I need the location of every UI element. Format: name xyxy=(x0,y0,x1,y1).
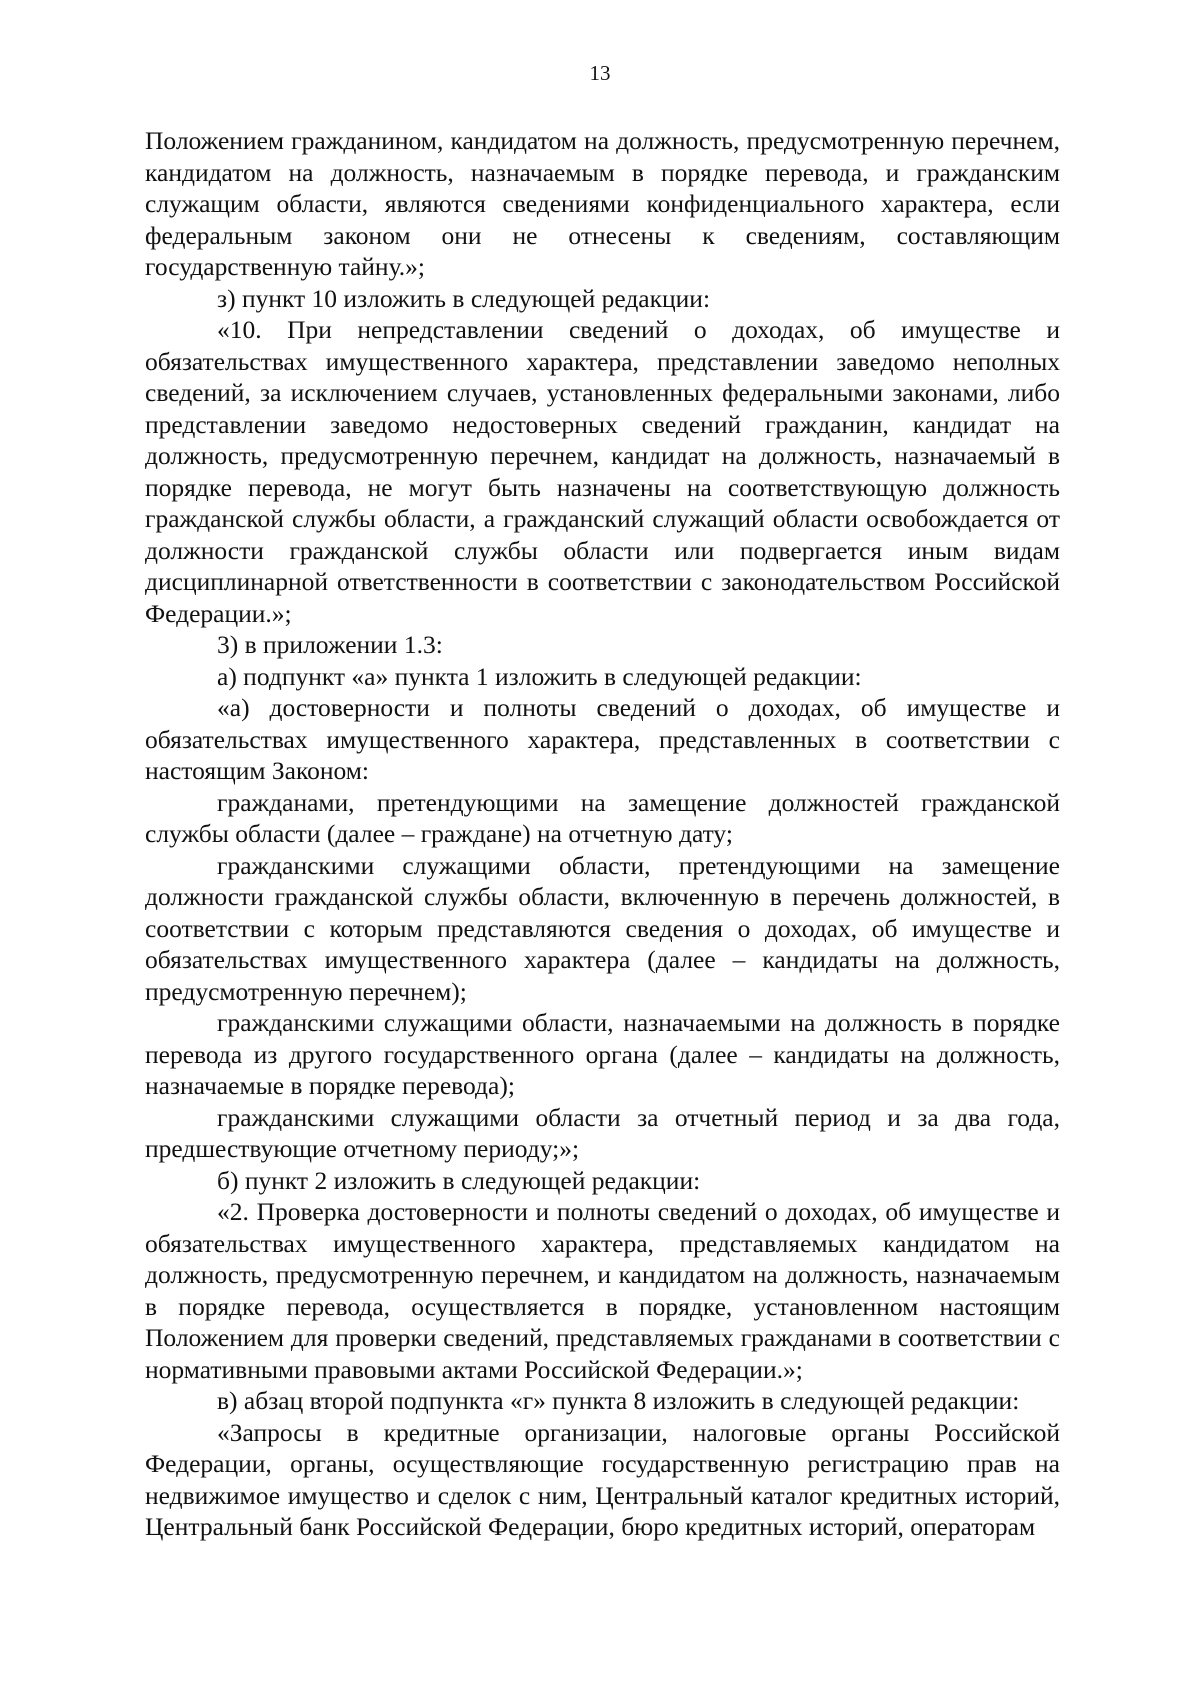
paragraph-continuation: Положением гражданином, кандидатом на должность, предусмотренную перечнем, кандидатом на должность, назначаемым в порядке перевода, и гражданским служащим области, являются сведениями конфиденциального характера, если федеральным законом они не отнесены к сведениям, составляющим государственную тайну.»; xyxy=(145,126,1060,281)
paragraph: гражданскими служащими области за отчетный период и за два года, предшествующие отчетному периоду;»; xyxy=(145,1102,1060,1163)
paragraph: «Запросы в кредитные организации, налоговые органы Российской Федерации, органы, осуществляющие государственную регистрацию прав на недвижимое имущество и сделок с ним, Центральный каталог кредитных историй, Центральный банк Российской Федерации, бюро кредитных историй, операторам xyxy=(145,1417,1060,1541)
paragraph: в) абзац второй подпункта «г» пункта 8 изложить в следующей редакции: xyxy=(217,1386,1020,1415)
paragraph: гражданскими служащими области, претендующими на замещение должности гражданской службы области, включенную в перечень должностей, в соответствии с которым представляются сведения о доходах, об имуществе и обязательствах имущественного характера (далее – кандидаты на должность, предусмотренную перечнем); xyxy=(145,850,1060,1006)
paragraph: гражданскими служащими области, назначаемыми на должность в порядке перевода из другого государственного органа (далее – кандидаты на должность, назначаемые в порядке перевода); xyxy=(145,1008,1060,1100)
paragraph: гражданами, претендующими на замещение должностей гражданской службы области (далее – граждане) на отчетную дату; xyxy=(145,787,1060,848)
document-body xyxy=(145,125,1060,1543)
paragraph: а) подпункт «а» пункта 1 изложить в следующей редакции: xyxy=(217,661,862,691)
paragraph: 3) в приложении 1.3: xyxy=(217,630,443,659)
paragraph: «10. При непредставлении сведений о доходах, об имуществе и обязательствах имущественного характера, представлении заведомо неполных сведений, за исключением случаев, установленных федеральными законами, либо представлении заведомо недостоверных сведений гражданин, кандидат на должность, предусмотренную перечнем, кандидат на должность, назначаемый в порядке перевода, не могут быть назначены на соответствующую должность гражданской службы области, а гражданский служащий области освобождается от должности гражданской службы области или подвергается иным видам дисциплинарной ответственности в соответствии с законодательством Российской Федерации.»; xyxy=(145,315,1060,628)
paragraph: «а) достоверности и полноты сведений о доходах, об имуществе и обязательствах имущественного характера, представленных в соответствии с настоящим Законом: xyxy=(145,693,1060,785)
page-number: 13 xyxy=(589,61,611,85)
paragraph: б) пункт 2 изложить в следующей редакции: xyxy=(217,1165,701,1195)
paragraph: «2. Проверка достоверности и полноты сведений о доходах, об имуществе и обязательствах имущественного характера, представляемых кандидатом на должность, предусмотренную перечнем, и кандидатом на должность, назначаемым в порядке перевода, осуществляется в порядке, установленном настоящим Положением для проверки сведений, представляемых гражданами в соответствии с нормативными правовыми актами Российской Федерации.»; xyxy=(145,1197,1060,1384)
paragraph: з) пункт 10 изложить в следующей редакции: xyxy=(217,283,711,313)
